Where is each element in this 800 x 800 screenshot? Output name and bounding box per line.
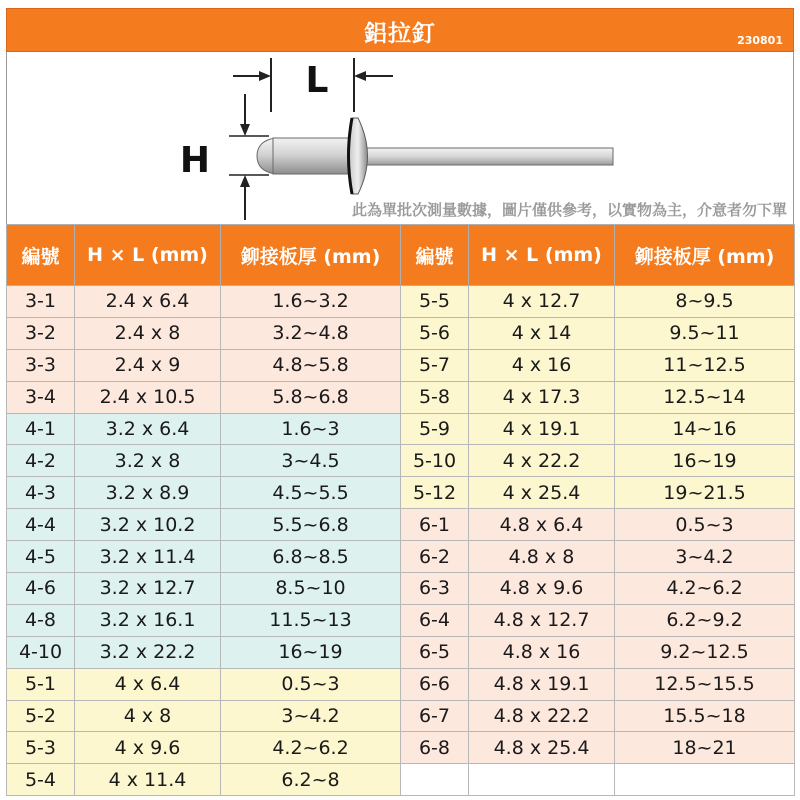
row-grip: 19~21.5 (615, 477, 795, 509)
table-row (7, 541, 795, 573)
row-grip: 3~4.2 (615, 541, 795, 573)
row-id: 5-6 (401, 317, 469, 349)
row-id: 3-3 (7, 349, 75, 381)
table-row (7, 413, 795, 445)
table-row (7, 381, 795, 413)
row-grip: 9.5~11 (615, 317, 795, 349)
row-size: 3.2 x 8.9 (75, 477, 221, 509)
row-id: 4-6 (7, 573, 75, 605)
row-size: 4.8 x 25.4 (469, 732, 615, 764)
row-size: 4 x 11.4 (75, 764, 221, 796)
table-row (7, 573, 795, 605)
table-header-row (7, 225, 795, 286)
product-code: 230801 (737, 34, 783, 47)
table-row (7, 636, 795, 668)
table-row (7, 349, 795, 381)
row-size: 3.2 x 22.2 (75, 636, 221, 668)
row-grip: 4.2~6.2 (615, 573, 795, 605)
row-size: 4 x 19.1 (469, 413, 615, 445)
page-title: 鋁拉釘 (364, 21, 436, 47)
row-grip: 6.2~8 (221, 764, 401, 796)
row-grip: 0.5~3 (221, 668, 401, 700)
spec-table (6, 224, 795, 796)
table-row (7, 445, 795, 477)
table-row (7, 509, 795, 541)
row-grip: 15.5~18 (615, 700, 795, 732)
row-grip: 4.5~5.5 (221, 477, 401, 509)
arrow-left-icon (354, 71, 366, 81)
row-id: 4-1 (7, 413, 75, 445)
row-size: 4 x 16 (469, 349, 615, 381)
row-id: 5-5 (401, 286, 469, 318)
arrow-down-icon (240, 124, 250, 136)
row-size: 4 x 8 (75, 700, 221, 732)
header-grip: 鉚接板厚 (mm) (221, 225, 401, 286)
row-grip: 5.5~6.8 (221, 509, 401, 541)
row-grip: 14~16 (615, 413, 795, 445)
row-size: 3.2 x 12.7 (75, 573, 221, 605)
table-row (7, 764, 795, 796)
row-size: 2.4 x 6.4 (75, 286, 221, 318)
row-size: 4.8 x 12.7 (469, 604, 615, 636)
empty-cell (615, 764, 795, 796)
row-id: 4-2 (7, 445, 75, 477)
row-id: 5-3 (7, 732, 75, 764)
row-size: 2.4 x 8 (75, 317, 221, 349)
table-row (7, 317, 795, 349)
row-id: 6-5 (401, 636, 469, 668)
header-size: H × L (mm) (469, 225, 615, 286)
row-grip: 4.2~6.2 (221, 732, 401, 764)
row-size: 4.8 x 8 (469, 541, 615, 573)
row-size: 4 x 6.4 (75, 668, 221, 700)
row-size: 4.8 x 9.6 (469, 573, 615, 605)
table-row (7, 604, 795, 636)
header-id: 編號 (7, 225, 75, 286)
row-grip: 3~4.5 (221, 445, 401, 477)
disclaimer-note: 此為單批次測量數據，圖片僅供參考，以實物為主，介意者勿下單 (351, 201, 787, 219)
row-grip: 3~4.2 (221, 700, 401, 732)
row-id: 5-4 (7, 764, 75, 796)
row-grip: 8~9.5 (615, 286, 795, 318)
row-id: 6-6 (401, 668, 469, 700)
rivet-illustration (257, 118, 613, 194)
row-size: 3.2 x 16.1 (75, 604, 221, 636)
row-grip: 1.6~3 (221, 413, 401, 445)
row-size: 3.2 x 11.4 (75, 541, 221, 573)
row-id: 3-1 (7, 286, 75, 318)
row-size: 4 x 12.7 (469, 286, 615, 318)
row-size: 3.2 x 8 (75, 445, 221, 477)
row-size: 3.2 x 6.4 (75, 413, 221, 445)
row-id: 4-3 (7, 477, 75, 509)
empty-cell (401, 764, 469, 796)
table-row (7, 286, 795, 318)
header-grip: 鉚接板厚 (mm) (615, 225, 795, 286)
row-id: 6-8 (401, 732, 469, 764)
row-id: 3-4 (7, 381, 75, 413)
row-size: 4.8 x 19.1 (469, 668, 615, 700)
row-grip: 8.5~10 (221, 573, 401, 605)
row-id: 5-7 (401, 349, 469, 381)
title-bar (6, 8, 794, 52)
row-grip: 5.8~6.8 (221, 381, 401, 413)
row-id: 5-1 (7, 668, 75, 700)
row-grip: 18~21 (615, 732, 795, 764)
row-size: 4 x 17.3 (469, 381, 615, 413)
row-size: 4.8 x 22.2 (469, 700, 615, 732)
row-id: 3-2 (7, 317, 75, 349)
row-grip: 4.8~5.8 (221, 349, 401, 381)
row-id: 5-12 (401, 477, 469, 509)
row-size: 4 x 9.6 (75, 732, 221, 764)
row-id: 4-5 (7, 541, 75, 573)
row-grip: 12.5~15.5 (615, 668, 795, 700)
row-size: 4 x 22.2 (469, 445, 615, 477)
row-id: 4-8 (7, 604, 75, 636)
row-grip: 9.2~12.5 (615, 636, 795, 668)
row-grip: 6.8~8.5 (221, 541, 401, 573)
row-grip: 11~12.5 (615, 349, 795, 381)
row-id: 6-3 (401, 573, 469, 605)
row-size: 4.8 x 6.4 (469, 509, 615, 541)
row-size: 4 x 25.4 (469, 477, 615, 509)
arrow-up-icon (240, 175, 250, 187)
table-row (7, 732, 795, 764)
row-grip: 3.2~4.8 (221, 317, 401, 349)
header-size: H × L (mm) (75, 225, 221, 286)
row-id: 6-2 (401, 541, 469, 573)
row-id: 6-4 (401, 604, 469, 636)
row-grip: 6.2~9.2 (615, 604, 795, 636)
row-id: 5-2 (7, 700, 75, 732)
table-row (7, 668, 795, 700)
row-grip: 16~19 (221, 636, 401, 668)
row-id: 5-10 (401, 445, 469, 477)
row-size: 4.8 x 16 (469, 636, 615, 668)
row-grip: 12.5~14 (615, 381, 795, 413)
table-row (7, 700, 795, 732)
table-row (7, 477, 795, 509)
row-id: 4-4 (7, 509, 75, 541)
row-grip: 0.5~3 (615, 509, 795, 541)
row-size: 4 x 14 (469, 317, 615, 349)
row-grip: 11.5~13 (221, 604, 401, 636)
row-id: 5-8 (401, 381, 469, 413)
row-id: 5-9 (401, 413, 469, 445)
rivet-diagram-area (6, 52, 794, 224)
row-size: 3.2 x 10.2 (75, 509, 221, 541)
header-id: 編號 (401, 225, 469, 286)
row-grip: 16~19 (615, 445, 795, 477)
empty-cell (469, 764, 615, 796)
row-grip: 1.6~3.2 (221, 286, 401, 318)
row-size: 2.4 x 9 (75, 349, 221, 381)
row-id: 6-1 (401, 509, 469, 541)
label-H: H (179, 140, 211, 181)
label-L: L (305, 60, 329, 101)
row-id: 6-7 (401, 700, 469, 732)
arrow-right-icon (259, 71, 271, 81)
row-id: 4-10 (7, 636, 75, 668)
row-size: 2.4 x 10.5 (75, 381, 221, 413)
